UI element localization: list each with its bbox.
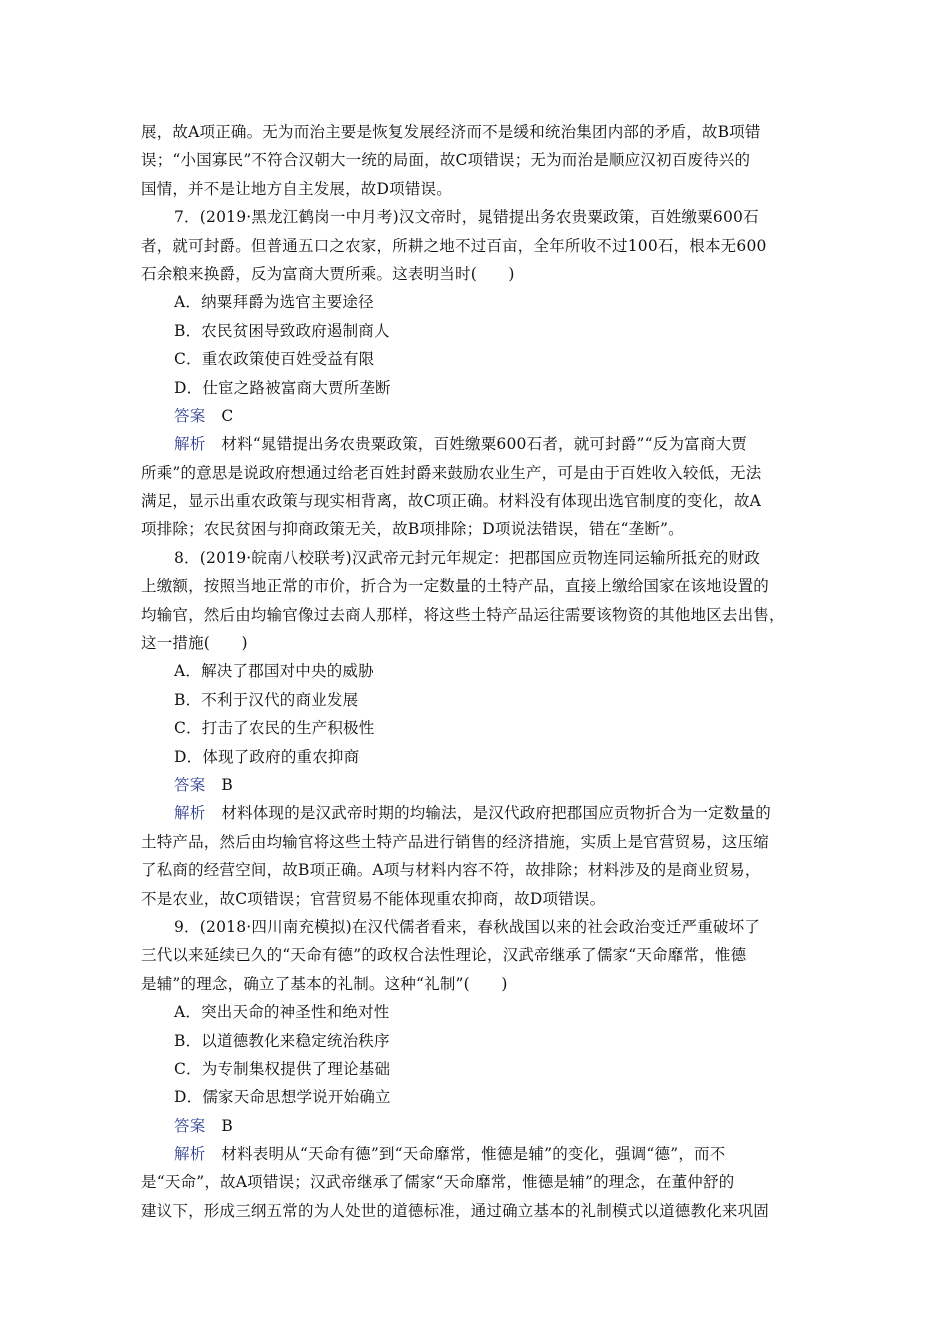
option-c: C．为专制集权提供了理论基础 bbox=[174, 1059, 391, 1078]
document-page bbox=[141, 118, 811, 1225]
option-d: D．体现了政府的重农抑商 bbox=[174, 747, 360, 766]
answer-line bbox=[141, 1112, 811, 1140]
explanation-label: 解析 bbox=[174, 804, 206, 823]
option-b: B．不利于汉代的商业发展 bbox=[174, 690, 359, 709]
explanation-label: 解析 bbox=[174, 435, 206, 454]
question-stem: 7．(2019·黑龙江鹤岗一中月考)汉文帝时，晁错提出务农贵粟政策，百姓缴粟600石 bbox=[174, 208, 759, 227]
question-stem: 上缴额，按照当地正常的市价，折合为一定数量的土特产品，直接上缴给国家在该地设置的 bbox=[141, 577, 770, 596]
explanation-line bbox=[141, 1140, 811, 1168]
answer-value: B bbox=[221, 1116, 233, 1135]
answer-value: B bbox=[221, 775, 233, 794]
option-b: B．以道德教化来稳定统治秩序 bbox=[174, 1031, 390, 1050]
option-b: B．农民贫困导致政府遏制商人 bbox=[174, 321, 390, 340]
explanation-line bbox=[141, 430, 811, 458]
explanation-line bbox=[141, 799, 811, 827]
text-line: 国情，并不是让地方自主发展，故D项错误。 bbox=[141, 179, 452, 198]
explanation-text: 土特产品，然后由均输官将这些土特产品进行销售的经济措施，实质上是官营贸易，这压缩 bbox=[141, 832, 770, 851]
option-d: D．仕宦之路被富商大贾所垄断 bbox=[174, 378, 391, 397]
question-7 bbox=[141, 203, 811, 544]
question-stem: 石余粮来换爵，反为富商大贾所乘。这表明当时( ) bbox=[141, 264, 515, 283]
explanation-text: 是“天命”，故A项错误；汉武帝继承了儒家“天命靡常，惟德是辅”的理念，在董仲舒的 bbox=[141, 1173, 735, 1192]
explanation-label: 解析 bbox=[174, 1145, 206, 1164]
question-8 bbox=[141, 544, 811, 913]
answer-value: C bbox=[221, 406, 234, 425]
explanation-text: 材料表明从“天命有德”到“天命靡常，惟德是辅”的变化，强调“德”，而不 bbox=[221, 1145, 726, 1164]
explanation-text: 建议下，形成三纲五常的为人处世的道德标准，通过确立基本的礼制模式以道德教化来巩固 bbox=[141, 1201, 770, 1220]
answer-label: 答案 bbox=[174, 1116, 206, 1135]
question-stem: 均输官，然后由均输官像过去商人那样，将这些土特产品运往需要该物资的其他地区去出售， bbox=[141, 605, 785, 624]
option-c: C．重农政策使百姓受益有限 bbox=[174, 350, 375, 369]
answer-label: 答案 bbox=[174, 406, 206, 425]
question-stem: 9．(2018·四川南充模拟)在汉代儒者看来，春秋战国以来的社会政治变迁严重破坏了 bbox=[174, 917, 761, 936]
explanation-text: 材料体现的是汉武帝时期的均输法，是汉代政府把郡国应贡物折合为一定数量的 bbox=[221, 804, 771, 823]
answer-line bbox=[141, 771, 811, 799]
answer-line bbox=[141, 402, 811, 430]
explanation-text: 材料“晁错提出务农贵粟政策，百姓缴粟600石者，就可封爵”“反为富商大贾 bbox=[221, 435, 747, 454]
text-line: 展，故A项正确。无为而治主要是恢复发展经济而不是缓和统治集团内部的矛盾，故B项错 bbox=[141, 123, 761, 141]
option-a: A．纳粟拜爵为选官主要途径 bbox=[174, 293, 374, 312]
option-a: A．突出天命的神圣性和绝对性 bbox=[174, 1003, 390, 1022]
option-a: A．解决了郡国对中央的威胁 bbox=[174, 662, 374, 681]
option-c: C．打击了农民的生产积极性 bbox=[174, 719, 375, 738]
question-stem: 这一措施( ) bbox=[141, 634, 248, 653]
explanation-text: 所乘”的意思是说政府想通过给老百姓封爵来鼓励农业生产，可是由于百姓收入较低，无法 bbox=[141, 463, 762, 482]
question-stem: 三代以来延续已久的“天命有德”的政权合法性理论，汉武帝继承了儒家“天命靡常，惟德 bbox=[141, 946, 747, 965]
question-9 bbox=[141, 913, 811, 1225]
question-stem: 8．(2019·皖南八校联考)汉武帝元封元年规定：把郡国应贡物连同运输所抵充的财政 bbox=[174, 548, 761, 567]
explanation-text: 了私商的经营空间，故B项正确。A项与材料内容不符，故排除；材料涉及的是商业贸易， bbox=[141, 861, 761, 880]
explanation-text: 项排除；农民贫困与抑商政策无关，故B项排除；D项说法错误，错在“垄断”。 bbox=[141, 520, 684, 539]
question-stem: 者，就可封爵。但普通五口之农家，所耕之地不过百亩，全年所收不过100石，根本无600 bbox=[141, 236, 767, 255]
explanation-text: 不是农业，故C项错误；官营贸易不能体现重农抑商，故D项错误。 bbox=[141, 889, 606, 908]
question-stem: 是辅”的理念，确立了基本的礼制。这种“礼制”( ) bbox=[141, 974, 508, 993]
text-line: 误；“小国寡民”不符合汉朝大一统的局面，故C项错误；无为而治是顺应汉初百废待兴的 bbox=[141, 151, 751, 170]
explanation-text: 满足，显示出重农政策与现实相背离，故C项正确。材料没有体现出选官制度的变化，故A bbox=[141, 492, 762, 511]
answer-label: 答案 bbox=[174, 775, 206, 794]
option-d: D．儒家天命思想学说开始确立 bbox=[174, 1088, 391, 1107]
